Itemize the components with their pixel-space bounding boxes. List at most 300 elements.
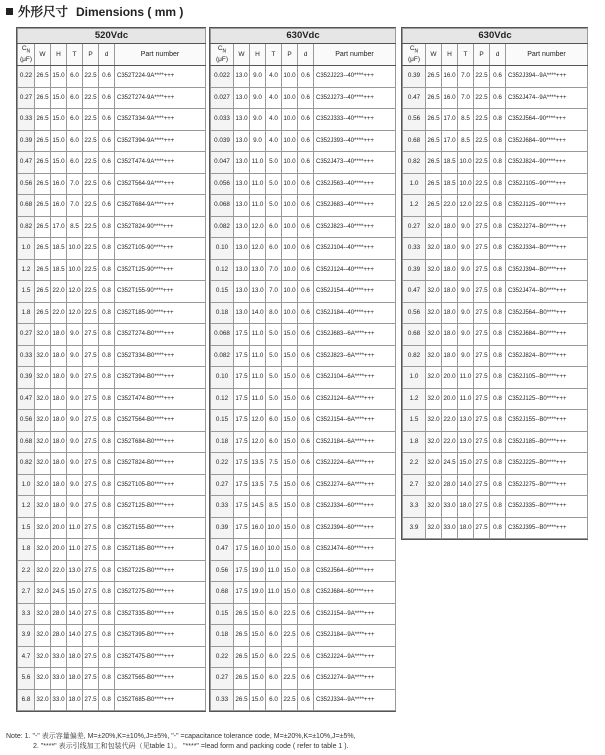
capacitance-cell: 0.15 — [211, 603, 234, 625]
part-number-cell: C352J823--40****+++ — [314, 216, 396, 238]
t-cell: 9.0 — [67, 324, 83, 346]
t-cell: 9.0 — [458, 259, 474, 281]
table-row — [211, 345, 396, 367]
table-row — [403, 453, 588, 475]
t-cell: 14.0 — [458, 474, 474, 496]
capacitance-cell: 0.027 — [211, 87, 234, 109]
capacitance-cell: 0.056 — [211, 173, 234, 195]
t-cell: 5.0 — [266, 173, 282, 195]
part-number-cell: C352J564--60****+++ — [314, 560, 396, 582]
h-cell: 18.0 — [51, 410, 67, 432]
w-cell: 26.5 — [426, 87, 442, 109]
table-row — [211, 130, 396, 152]
table-row — [403, 216, 588, 238]
col-header-part-number: Part number — [506, 44, 588, 66]
d-cell: 0.6 — [298, 668, 314, 690]
p-cell: 22.5 — [83, 109, 99, 131]
p-cell: 27.5 — [83, 367, 99, 389]
d-cell: 0.6 — [298, 603, 314, 625]
table-row — [403, 410, 588, 432]
note-line-2: 2. "****" 表示引线加工和包装代码（见table 1）。 "****" =lead form and packing code ( refer to table 1 ). — [33, 743, 349, 750]
w-cell: 32.0 — [426, 367, 442, 389]
notes — [6, 732, 356, 752]
h-cell: 9.0 — [250, 109, 266, 131]
h-cell: 19.0 — [250, 582, 266, 604]
table-row — [211, 302, 396, 324]
part-number-cell: C352J683--6A****+++ — [314, 324, 396, 346]
w-cell: 32.0 — [426, 388, 442, 410]
h-cell: 16.0 — [250, 539, 266, 561]
table-row — [211, 87, 396, 109]
t-cell: 13.0 — [458, 431, 474, 453]
t-cell: 7.0 — [67, 195, 83, 217]
t-cell: 11.0 — [67, 539, 83, 561]
table-row — [211, 238, 396, 260]
d-cell: 0.6 — [298, 173, 314, 195]
col-header-w: W — [35, 44, 51, 66]
t-cell: 12.0 — [458, 195, 474, 217]
d-cell: 0.6 — [490, 66, 506, 88]
table-row — [211, 216, 396, 238]
p-cell: 10.0 — [282, 259, 298, 281]
d-cell: 0.8 — [490, 281, 506, 303]
part-number-cell: C352T105-90****+++ — [115, 238, 206, 260]
part-number-cell: C352J334--B0****+++ — [506, 238, 588, 260]
w-cell: 32.0 — [426, 302, 442, 324]
col-header-d: d — [298, 44, 314, 66]
w-cell: 17.5 — [234, 517, 250, 539]
d-cell: 0.6 — [298, 646, 314, 668]
w-cell: 17.5 — [234, 496, 250, 518]
d-cell: 0.8 — [490, 195, 506, 217]
d-cell: 0.6 — [298, 388, 314, 410]
w-cell: 32.0 — [35, 345, 51, 367]
w-cell: 13.0 — [234, 238, 250, 260]
d-cell: 0.8 — [490, 324, 506, 346]
h-cell: 22.0 — [442, 195, 458, 217]
heading-cn: 外形尺寸 — [18, 5, 69, 19]
part-number-cell: C352J154--40****+++ — [314, 281, 396, 303]
w-cell: 32.0 — [35, 388, 51, 410]
h-cell: 11.0 — [250, 152, 266, 174]
d-cell: 0.6 — [298, 130, 314, 152]
t-cell: 7.0 — [458, 87, 474, 109]
d-cell: 0.8 — [490, 259, 506, 281]
table-block-2 — [209, 27, 396, 712]
w-cell: 32.0 — [426, 410, 442, 432]
col-header-p: P — [83, 44, 99, 66]
h-cell: 16.0 — [442, 87, 458, 109]
p-cell: 27.5 — [83, 388, 99, 410]
t-cell: 5.0 — [266, 388, 282, 410]
h-cell: 33.0 — [442, 496, 458, 518]
col-header-h: H — [250, 44, 266, 66]
part-number-cell: C352J154--6A****+++ — [314, 410, 396, 432]
h-cell: 22.0 — [51, 560, 67, 582]
d-cell: 0.8 — [99, 496, 115, 518]
table-row — [211, 582, 396, 604]
part-number-cell: C352T125-90****+++ — [115, 259, 206, 281]
p-cell: 15.0 — [282, 539, 298, 561]
w-cell: 26.5 — [426, 109, 442, 131]
capacitance-cell: 0.68 — [18, 431, 35, 453]
part-number-cell: C352J334--9A****+++ — [314, 689, 396, 711]
h-cell: 11.0 — [250, 195, 266, 217]
capacitance-cell: 2.7 — [18, 582, 35, 604]
part-number-cell: C352J223--40****+++ — [314, 66, 396, 88]
part-number-cell: C352T274-9A****+++ — [115, 87, 206, 109]
p-cell: 22.5 — [83, 195, 99, 217]
d-cell: 0.6 — [298, 238, 314, 260]
t-cell: 7.0 — [458, 66, 474, 88]
col-header-h: H — [51, 44, 67, 66]
capacitance-cell: 0.47 — [211, 539, 234, 561]
w-cell: 32.0 — [426, 324, 442, 346]
t-cell: 6.0 — [67, 109, 83, 131]
h-cell: 18.0 — [442, 324, 458, 346]
cap-subscript: N — [26, 48, 31, 55]
h-cell: 22.0 — [442, 431, 458, 453]
d-cell: 0.6 — [298, 410, 314, 432]
t-cell: 6.0 — [266, 689, 282, 711]
h-cell: 22.0 — [442, 410, 458, 432]
t-cell: 9.0 — [458, 216, 474, 238]
d-cell: 0.8 — [99, 410, 115, 432]
d-cell: 0.6 — [99, 152, 115, 174]
w-cell: 13.0 — [234, 109, 250, 131]
d-cell: 0.6 — [298, 453, 314, 475]
t-cell: 15.0 — [67, 582, 83, 604]
h-cell: 15.0 — [51, 87, 67, 109]
part-number-cell: C352T185-90****+++ — [115, 302, 206, 324]
t-cell: 9.0 — [458, 238, 474, 260]
d-cell: 0.8 — [99, 689, 115, 711]
d-cell: 0.6 — [298, 367, 314, 389]
h-cell: 12.0 — [250, 431, 266, 453]
w-cell: 17.5 — [234, 582, 250, 604]
t-cell: 15.0 — [458, 453, 474, 475]
w-cell: 32.0 — [35, 603, 51, 625]
w-cell: 17.5 — [234, 324, 250, 346]
p-cell: 22.5 — [83, 173, 99, 195]
table-row — [211, 259, 396, 281]
capacitance-cell: 1.5 — [403, 410, 426, 432]
p-cell: 22.5 — [282, 689, 298, 711]
w-cell: 26.5 — [35, 216, 51, 238]
d-cell: 0.6 — [298, 66, 314, 88]
w-cell: 13.0 — [234, 302, 250, 324]
table-row — [211, 195, 396, 217]
p-cell: 10.0 — [282, 87, 298, 109]
table-row — [211, 388, 396, 410]
capacitance-cell: 0.082 — [211, 345, 234, 367]
d-cell: 0.8 — [99, 216, 115, 238]
w-cell: 13.0 — [234, 259, 250, 281]
table-row — [211, 517, 396, 539]
h-cell: 16.0 — [442, 66, 458, 88]
h-cell: 28.0 — [51, 603, 67, 625]
table-row — [211, 66, 396, 88]
table-row — [18, 560, 206, 582]
capacitance-cell: 0.27 — [211, 668, 234, 690]
capacitance-cell: 1.2 — [403, 388, 426, 410]
table-row — [211, 324, 396, 346]
part-number-cell: C352T274-B0****+++ — [115, 324, 206, 346]
t-cell: 6.0 — [67, 87, 83, 109]
h-cell: 19.0 — [250, 560, 266, 582]
w-cell: 32.0 — [35, 367, 51, 389]
w-cell: 26.5 — [35, 173, 51, 195]
t-cell: 4.0 — [266, 109, 282, 131]
part-number-cell: C352J124--40****+++ — [314, 259, 396, 281]
h-cell: 20.0 — [51, 539, 67, 561]
table-block-1 — [16, 27, 206, 712]
p-cell: 22.5 — [83, 216, 99, 238]
part-number-cell: C352T155-B0****+++ — [115, 517, 206, 539]
part-number-cell: C352T125-B0****+++ — [115, 496, 206, 518]
table-row — [211, 453, 396, 475]
h-cell: 18.0 — [51, 324, 67, 346]
d-cell: 0.6 — [298, 302, 314, 324]
capacitance-cell: 3.3 — [403, 496, 426, 518]
p-cell: 27.5 — [83, 474, 99, 496]
table-row — [403, 238, 588, 260]
w-cell: 32.0 — [426, 345, 442, 367]
d-cell: 0.6 — [298, 195, 314, 217]
capacitance-cell: 0.33 — [211, 496, 234, 518]
t-cell: 9.0 — [67, 496, 83, 518]
p-cell: 22.5 — [474, 173, 490, 195]
d-cell: 0.6 — [490, 87, 506, 109]
h-cell: 24.5 — [442, 453, 458, 475]
p-cell: 27.5 — [83, 496, 99, 518]
table-row — [18, 517, 206, 539]
d-cell: 0.8 — [490, 517, 506, 539]
capacitance-cell: 0.68 — [18, 195, 35, 217]
d-cell: 0.8 — [99, 324, 115, 346]
capacitance-cell: 0.039 — [211, 130, 234, 152]
t-cell: 8.0 — [266, 302, 282, 324]
part-number-cell: C352J684--90****+++ — [506, 130, 588, 152]
d-cell: 0.6 — [298, 431, 314, 453]
part-number-cell: C352J184--9A****+++ — [314, 625, 396, 647]
d-cell: 0.8 — [298, 539, 314, 561]
capacitance-cell: 4.7 — [18, 646, 35, 668]
col-header-d: d — [490, 44, 506, 66]
capacitance-cell: 0.39 — [211, 517, 234, 539]
d-cell: 0.8 — [99, 646, 115, 668]
h-cell: 17.0 — [51, 216, 67, 238]
p-cell: 27.5 — [474, 517, 490, 539]
capacitance-cell: 2.7 — [403, 474, 426, 496]
capacitance-cell: 0.18 — [211, 625, 234, 647]
capacitance-cell: 0.56 — [18, 410, 35, 432]
t-cell: 6.0 — [67, 66, 83, 88]
h-cell: 18.5 — [442, 152, 458, 174]
table-row — [403, 66, 588, 88]
capacitance-cell: 3.9 — [18, 625, 35, 647]
w-cell: 32.0 — [35, 625, 51, 647]
part-number-cell: C352T224-9A****+++ — [115, 66, 206, 88]
p-cell: 27.5 — [83, 431, 99, 453]
table-row — [211, 173, 396, 195]
p-cell: 22.5 — [282, 646, 298, 668]
w-cell: 13.0 — [234, 281, 250, 303]
d-cell: 0.6 — [298, 324, 314, 346]
capacitance-cell: 0.068 — [211, 195, 234, 217]
h-cell: 15.0 — [51, 66, 67, 88]
w-cell: 26.5 — [35, 259, 51, 281]
p-cell: 27.5 — [474, 302, 490, 324]
w-cell: 32.0 — [35, 582, 51, 604]
h-cell: 15.0 — [250, 689, 266, 711]
w-cell: 32.0 — [426, 496, 442, 518]
p-cell: 22.5 — [83, 238, 99, 260]
capacitance-cell: 0.033 — [211, 109, 234, 131]
w-cell: 26.5 — [426, 195, 442, 217]
t-cell: 8.5 — [67, 216, 83, 238]
table-row — [18, 173, 206, 195]
p-cell: 22.5 — [474, 87, 490, 109]
dimensions-table — [17, 28, 206, 711]
part-number-cell: C352T155-90****+++ — [115, 281, 206, 303]
t-cell: 5.0 — [266, 152, 282, 174]
h-cell: 13.0 — [250, 281, 266, 303]
h-cell: 18.0 — [51, 474, 67, 496]
t-cell: 6.0 — [266, 410, 282, 432]
p-cell: 27.5 — [474, 496, 490, 518]
table-row — [18, 367, 206, 389]
table-row — [211, 646, 396, 668]
d-cell: 0.8 — [490, 173, 506, 195]
p-cell: 27.5 — [474, 410, 490, 432]
d-cell: 0.8 — [99, 281, 115, 303]
part-number-cell: C352J393--40****+++ — [314, 130, 396, 152]
part-number-cell: C352J395--B0****+++ — [506, 517, 588, 539]
p-cell: 10.0 — [282, 216, 298, 238]
w-cell: 17.5 — [234, 410, 250, 432]
t-cell: 9.0 — [67, 474, 83, 496]
d-cell: 0.6 — [99, 87, 115, 109]
w-cell: 32.0 — [35, 668, 51, 690]
part-number-cell: C352J274--9A****+++ — [314, 668, 396, 690]
p-cell: 27.5 — [83, 646, 99, 668]
t-cell: 13.0 — [458, 410, 474, 432]
capacitance-cell: 0.82 — [403, 152, 426, 174]
d-cell: 0.8 — [99, 453, 115, 475]
p-cell: 27.5 — [474, 345, 490, 367]
h-cell: 18.0 — [442, 281, 458, 303]
table-row — [18, 302, 206, 324]
table-row — [211, 560, 396, 582]
d-cell: 0.8 — [99, 345, 115, 367]
col-header-part-number: Part number — [314, 44, 396, 66]
p-cell: 15.0 — [282, 517, 298, 539]
capacitance-cell: 1.0 — [18, 474, 35, 496]
d-cell: 0.8 — [99, 582, 115, 604]
t-cell: 5.0 — [266, 195, 282, 217]
h-cell: 16.0 — [51, 173, 67, 195]
col-header-w: W — [426, 44, 442, 66]
table-row — [211, 431, 396, 453]
capacitance-cell: 0.047 — [211, 152, 234, 174]
part-number-cell: C352J394--60****+++ — [314, 517, 396, 539]
w-cell: 32.0 — [35, 474, 51, 496]
capacitance-cell: 2.2 — [403, 453, 426, 475]
part-number-cell: C352T824-B0****+++ — [115, 453, 206, 475]
table-row — [403, 345, 588, 367]
section-heading — [6, 2, 183, 20]
table-row — [18, 259, 206, 281]
d-cell: 0.6 — [298, 345, 314, 367]
part-number-cell: C352T225-B0****+++ — [115, 560, 206, 582]
heading-en: Dimensions ( mm ) — [76, 5, 184, 19]
t-cell: 9.0 — [458, 281, 474, 303]
table-row — [403, 195, 588, 217]
p-cell: 27.5 — [474, 453, 490, 475]
t-cell: 12.0 — [67, 302, 83, 324]
part-number-cell: C352T684-9A****+++ — [115, 195, 206, 217]
part-number-cell: C352J334--60****+++ — [314, 496, 396, 518]
table-row — [403, 324, 588, 346]
p-cell: 27.5 — [474, 388, 490, 410]
h-cell: 14.5 — [250, 496, 266, 518]
part-number-cell: C352J394--9A****+++ — [506, 66, 588, 88]
w-cell: 17.5 — [234, 345, 250, 367]
table-row — [18, 625, 206, 647]
h-cell: 18.0 — [51, 388, 67, 410]
t-cell: 14.0 — [67, 625, 83, 647]
table-row — [18, 195, 206, 217]
h-cell: 17.0 — [442, 109, 458, 131]
d-cell: 0.6 — [298, 474, 314, 496]
d-cell: 0.8 — [99, 367, 115, 389]
col-header-w: W — [234, 44, 250, 66]
capacitance-cell: 0.33 — [211, 689, 234, 711]
capacitance-cell: 0.12 — [211, 259, 234, 281]
p-cell: 22.5 — [83, 281, 99, 303]
p-cell: 22.5 — [474, 66, 490, 88]
col-header-t: T — [67, 44, 83, 66]
d-cell: 0.8 — [490, 345, 506, 367]
w-cell: 17.5 — [234, 388, 250, 410]
part-number-cell: C352J473--40****+++ — [314, 152, 396, 174]
part-number-cell: C352T474-9A****+++ — [115, 152, 206, 174]
h-cell: 33.0 — [51, 668, 67, 690]
w-cell: 32.0 — [35, 517, 51, 539]
t-cell: 4.0 — [266, 130, 282, 152]
capacitance-cell: 1.0 — [403, 367, 426, 389]
col-header-t: T — [266, 44, 282, 66]
p-cell: 15.0 — [282, 582, 298, 604]
p-cell: 15.0 — [282, 388, 298, 410]
h-cell: 12.0 — [250, 410, 266, 432]
table-row — [18, 324, 206, 346]
part-number-cell: C352J824--90****+++ — [506, 152, 588, 174]
d-cell: 0.6 — [298, 216, 314, 238]
d-cell: 0.8 — [490, 410, 506, 432]
part-number-cell: C352J474--60****+++ — [314, 539, 396, 561]
capacitance-cell: 1.8 — [18, 302, 35, 324]
p-cell: 27.5 — [83, 345, 99, 367]
col-header-p: P — [282, 44, 298, 66]
h-cell: 18.5 — [51, 238, 67, 260]
h-cell: 15.0 — [250, 668, 266, 690]
capacitance-cell: 1.2 — [18, 259, 35, 281]
d-cell: 0.6 — [99, 66, 115, 88]
p-cell: 27.5 — [474, 216, 490, 238]
d-cell: 0.8 — [99, 625, 115, 647]
